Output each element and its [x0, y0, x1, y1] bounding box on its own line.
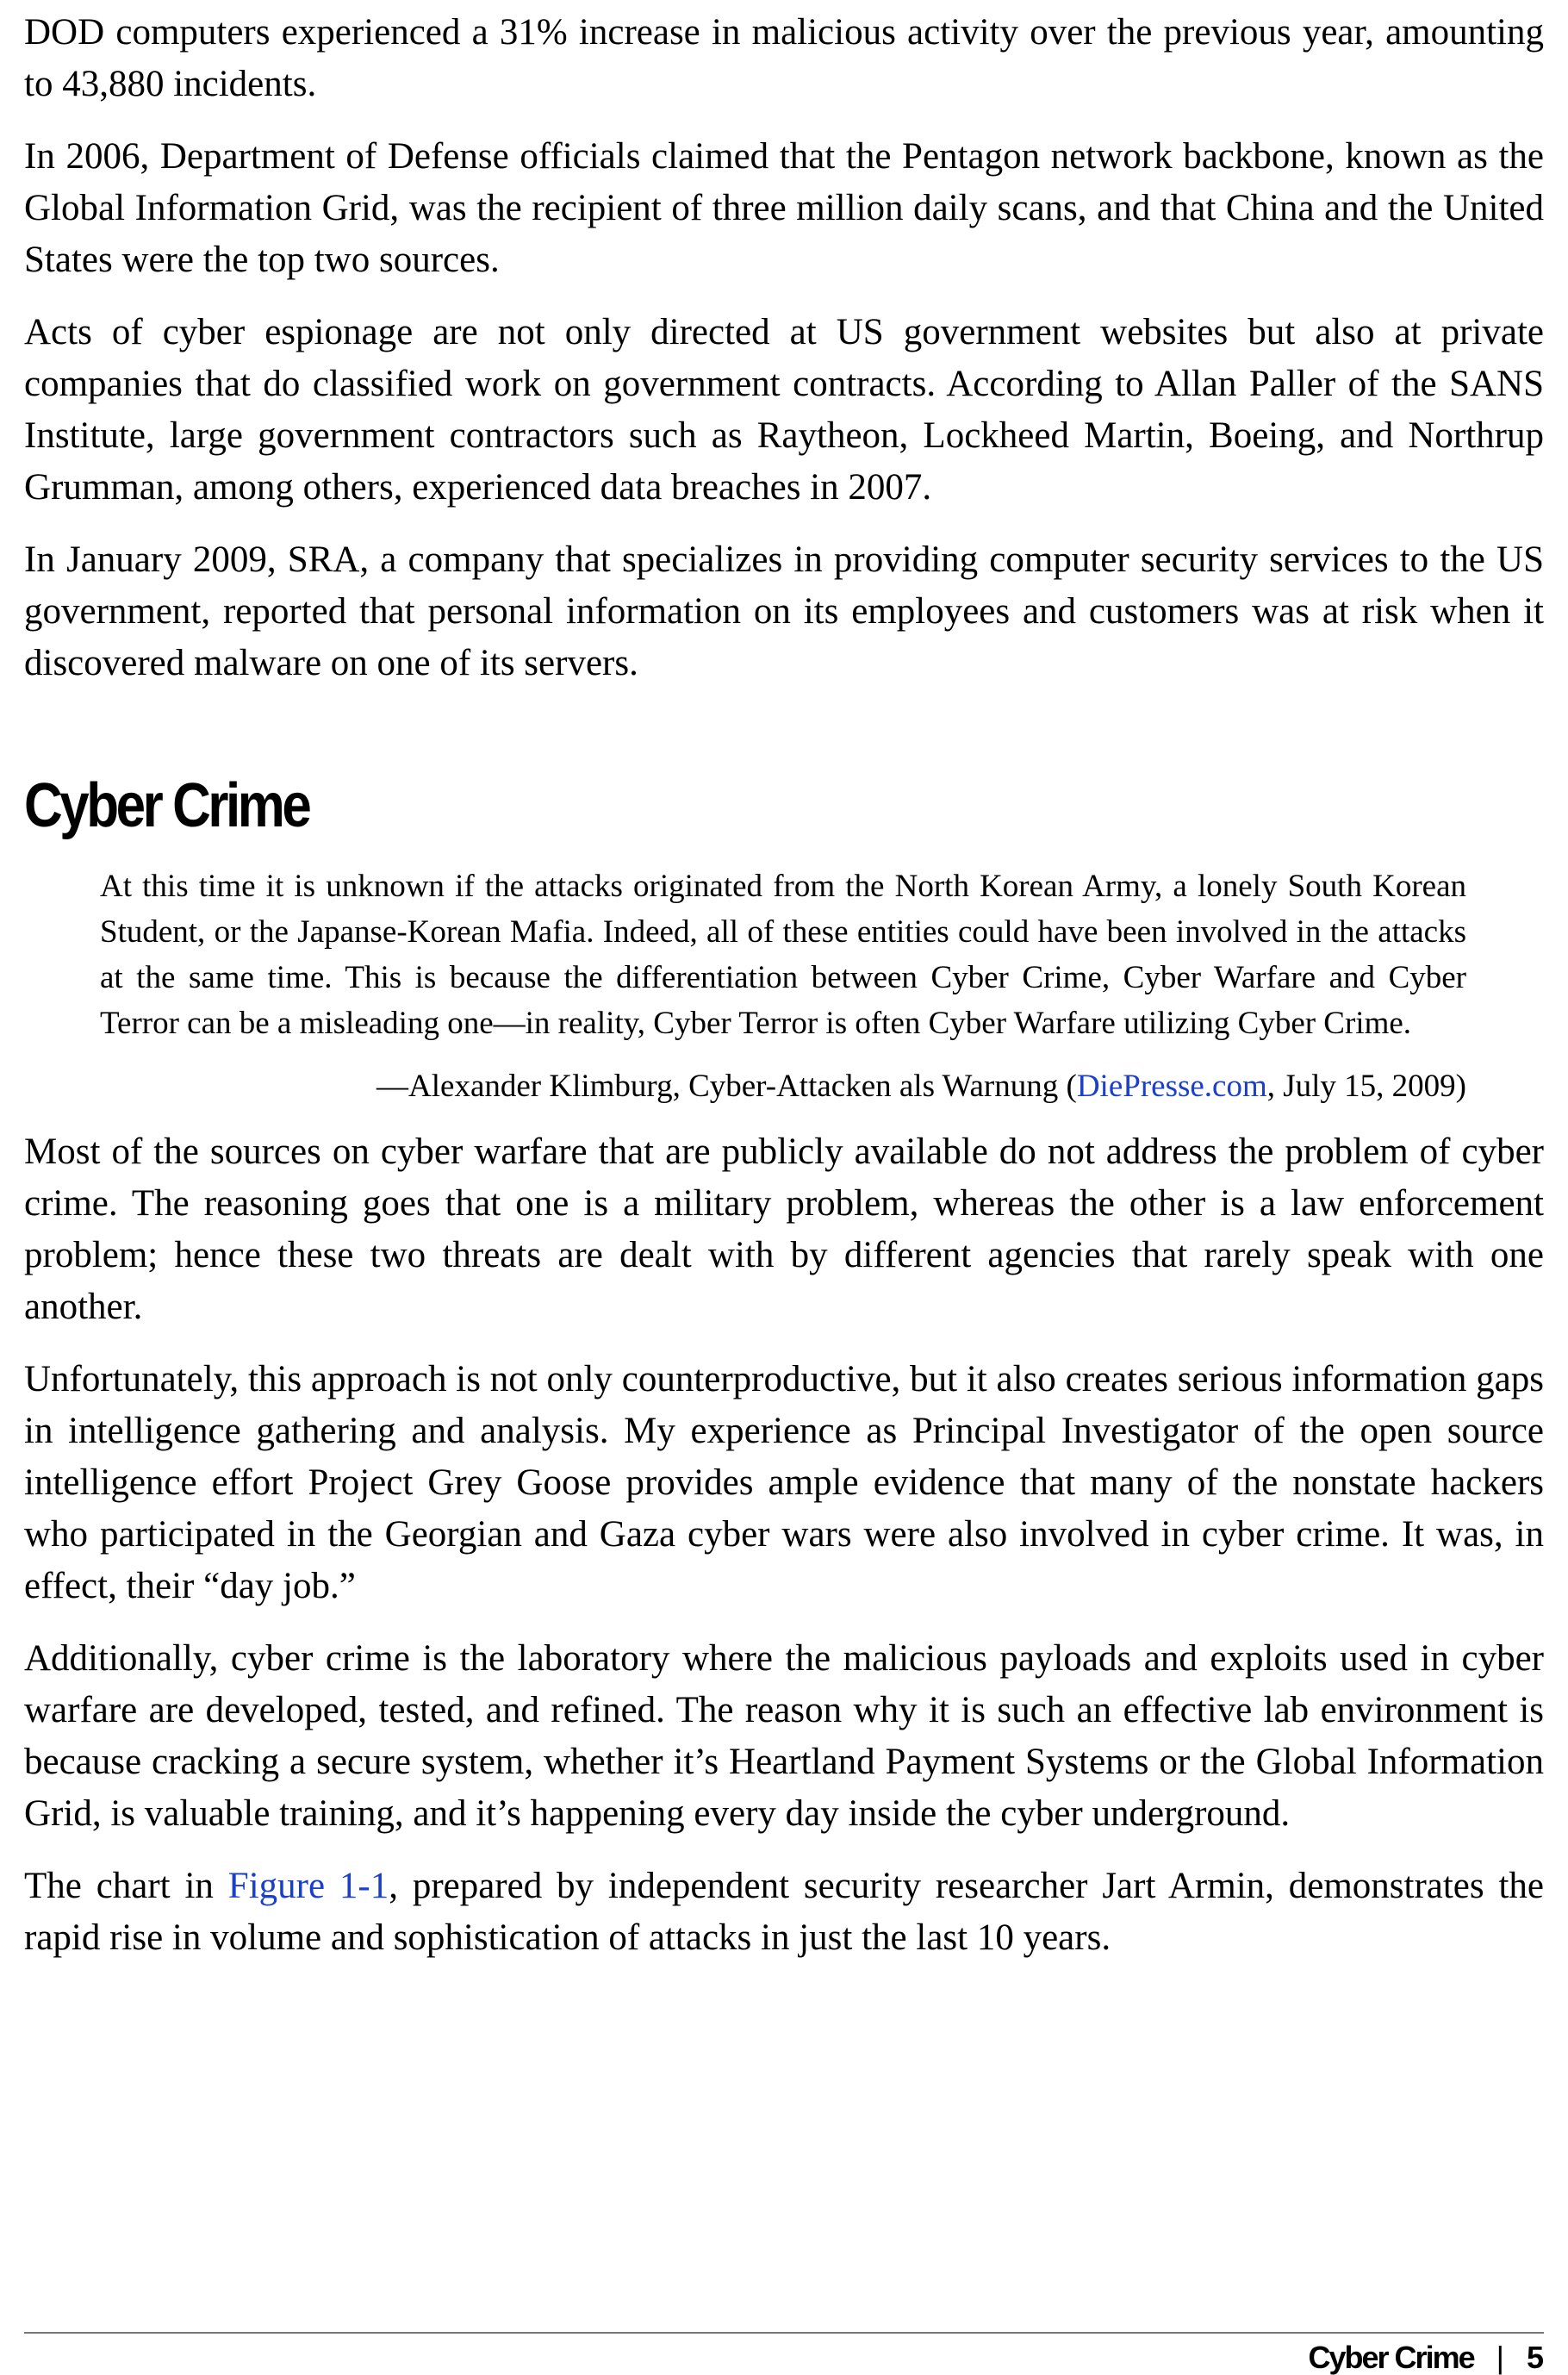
- paragraph-dod-incidents: DOD computers experienced a 31% increase in malicious activity over the previous year, amounting to 43,880 incidents.: [24, 12, 1544, 104]
- footer-section-title: Cyber Crime: [1308, 2340, 1474, 2375]
- epigraph-text: At this time it is unknown if the attacks originated from the North Korean Army, a lonely South Korean Student, or the Japanse-Korean Mafia. Indeed, all of these entities could have been involved in the attacks at the same time. This is because the differentiation between Cyber Crime, Cyber Warfare and Cyber Terror can be a misleading one—in reality, Cyber Terror is often Cyber Warfare utilizing Cyber Crime.: [100, 869, 1466, 1041]
- epigraph-attribution: [100, 1063, 1466, 1109]
- epigraph: [100, 863, 1466, 1109]
- chart-reference-prefix: The chart in: [24, 1866, 228, 1906]
- paragraph-global-information-grid: In 2006, Department of Defense officials claimed that the Pentagon network backbone, known as the Global Information Grid, was the recipient of three million daily scans, and that China and the United States were the top two sources.: [24, 136, 1544, 280]
- page-content: [24, 7, 1544, 1985]
- page-number: 5: [1526, 2340, 1544, 2375]
- attribution-prefix: —Alexander Klimburg, Cyber-Attacken als Warnung (: [376, 1069, 1077, 1104]
- paragraph-cyber-crime-laboratory: Additionally, cyber crime is the laboratory where the malicious payloads and exploits used in cyber warfare are developed, tested, and refined. The reason why it is such an effective lab environment is because cracking a secure system, whether it’s Heartland Payment Systems or the Global Information Grid, is valuable training, and it’s happening every day inside the cyber underground.: [24, 1638, 1544, 1834]
- page-footer: [1309, 2341, 1544, 2375]
- paragraph-sra-malware: In January 2009, SRA, a company that specializes in providing computer security services to the US government, reported that personal information on its employees and customers was at risk when it discovered malware on one of its servers.: [24, 539, 1544, 683]
- paragraph-chart-reference: [24, 1861, 1544, 1964]
- paragraph-sources-cyber-warfare: Most of the sources on cyber warfare that are publicly available do not address the problem of cyber crime. The reasoning goes that one is a military problem, whereas the other is a law enforcement problem; hence these two threats are dealt with by different agencies that rarely speak with one another.: [24, 1131, 1544, 1327]
- footer-divider: [24, 2332, 1544, 2334]
- paragraph-counterproductive-approach: Unfortunately, this approach is not only counterproductive, but it also creates serious information gaps in intelligence gathering and analysis. My experience as Principal Investigator of the open source intelligence effort Project Grey Goose provides ample evidence that many of the nonstate hackers who participated in the Georgian and Gaza cyber wars were also involved in cyber crime. It was, in effect, their “day job.”: [24, 1359, 1544, 1606]
- attribution-suffix: , July 15, 2009): [1266, 1069, 1466, 1104]
- footer-separator: |: [1496, 2340, 1504, 2375]
- figure-1-1-link[interactable]: Figure 1-1: [227, 1866, 389, 1906]
- section-heading: Cyber Crime: [24, 771, 309, 840]
- paragraph-cyber-espionage: Acts of cyber espionage are not only directed at US government websites but also at private companies that do classified work on government contracts. According to Allan Paller of the SANS Institute, large government contractors such as Raytheon, Lockheed Martin, Boeing, and Northrup Grumman, among others, experienced data breaches in 2007.: [24, 312, 1544, 508]
- diepresse-link[interactable]: DiePresse.com: [1076, 1069, 1267, 1104]
- chart-reference-suffix: , prepared by independent security researcher Jart Armin, demonstrates the rapid rise in volume and sophistication of attacks in just the last 10 years.: [24, 1866, 1544, 1958]
